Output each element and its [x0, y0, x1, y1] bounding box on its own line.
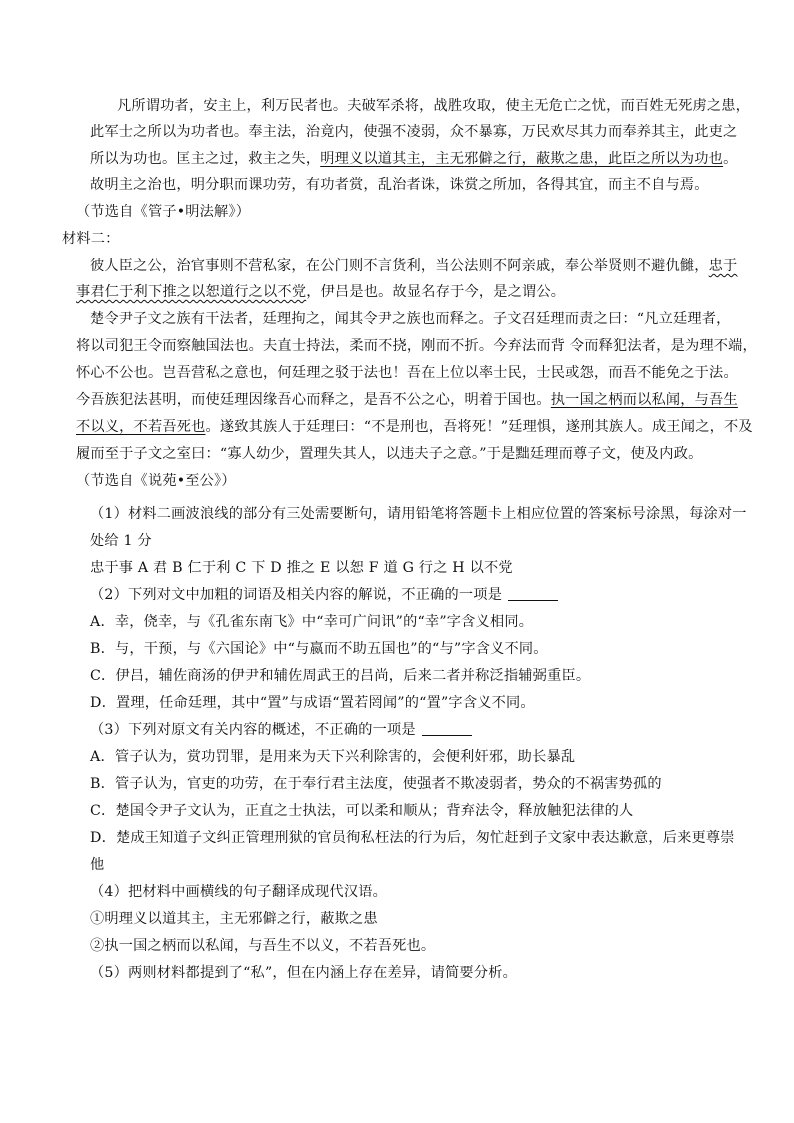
- m2-line-8: 履而至于子文之室曰：“寡人幼少，置理失其人，以违夫子之意。”于是黜廷理而尊子文，使及内政。: [76, 446, 703, 462]
- wavy-segment-2: 事君仁于利下推之以恕道行之以不党: [76, 284, 307, 300]
- q2-option-c: C．伊吕，辅佐商汤的伊尹和辅佐周武王的吕尚，后来二者并称泛指辅弼重臣。: [90, 668, 591, 684]
- m1-line-3-end: 。: [723, 151, 738, 167]
- q2-stem-text: （2）下列对文中加粗的词语及相关内容的解说，不正确的一项是: [90, 587, 503, 603]
- underlined-sentence-1: 明理义以道其主，主无邪僻之行，蔽欺之患，此臣之所以为功也: [320, 151, 724, 167]
- underlined-sentence-2b: 不以义，不若吾死也: [76, 419, 206, 435]
- q3-option-b: B．管子认为，官吏的功劳，在于奉行君主法度，使强者不欺凌弱者，势众的不祸害势孤的: [90, 776, 662, 792]
- m2-title: 材料二：: [62, 231, 120, 247]
- q4-item-1: ①明理义以道其主，主无邪僻之行，蔽欺之患: [90, 911, 378, 927]
- m2-line-1: [90, 256, 737, 276]
- m1-line-2: 此军士之所以为功者也。奉主法，治竟内，使强不凌弱，众不暴寡，万民欢尽其力而奉养其主，此吏之: [90, 124, 738, 140]
- m2-line-7: [76, 417, 753, 437]
- q5-stem: （5）两则材料都提到了“私”，但在内涵上存在差异，请简要分析。: [90, 965, 517, 981]
- q4-item-2: ②执一国之柄而以私闻，与吾生不以义，不若吾死也。: [90, 938, 436, 954]
- m1-line-3-text: 所以为功也。匡主之过，救主之失，: [90, 151, 321, 167]
- m1-line-1: 凡所谓功者，安主上，利万民者也。夫破军杀将，战胜攻取，使主无危亡之忧，而百姓无死虏之患，: [117, 98, 751, 114]
- q1-options: 忠于事 A 君 B 仁于利 C 下 D 推之 E 以恕 F 道 G 行之 H 以不党: [90, 560, 513, 576]
- answer-blank: [422, 721, 472, 736]
- m2-source: （节选自《说苑•至公》）: [76, 473, 236, 489]
- m2-line-6: [76, 390, 738, 410]
- q3-option-c: C．楚国令尹子文认为，正直之士执法，可以柔和顺从；背弃法令，释放触犯法律的人: [90, 803, 634, 819]
- m2-line-1-text: 彼人臣之公，治官事则不营私家，在公门则不言货利，当公法则不阿亲戚，奉公举贤则不避仇雠，: [90, 258, 709, 274]
- q3-stem-text: （3）下列对原文有关内容的概述，不正确的一项是: [90, 722, 416, 738]
- q3-stem: [90, 720, 472, 740]
- q2-option-a: A．幸，侥幸，与《孔雀东南飞》中“幸可广问讯”的“幸”字含义相同。: [90, 614, 534, 630]
- m1-line-3: [90, 149, 737, 169]
- q1-stem-line-1: （1）材料二画波浪线的部分有三处需要断句，请用铅笔将答题卡上相应位置的答案标号涂黑，每涂对一: [90, 506, 747, 522]
- m2-line-2-text: ，伊吕是也。故显名存于今，是之谓公。: [306, 284, 566, 300]
- m2-line-3: 楚令尹子文之族有干法者，廷理拘之，闻其令尹之族也而释之。子文召廷理而责之曰：“凡立廷理者，: [90, 311, 731, 327]
- q3-option-d-line-2: 他: [90, 857, 105, 873]
- wavy-segment-1: 忠于: [708, 258, 738, 274]
- m2-line-5: 怀心不公也。岂吾营私之意也，何廷理之驳于法也！吾在上位以率士民，士民或怨，而吾不能免之于法。: [76, 365, 738, 381]
- q4-stem: （4）把材料中画横线的句子翻译成现代汉语。: [90, 884, 387, 900]
- m2-line-2: [76, 282, 565, 302]
- q2-option-b: B．与，干预，与《六国论》中“与嬴而不助五国也”的“与”字含义不同。: [90, 641, 548, 657]
- answer-blank: [508, 586, 558, 601]
- q1-stem-line-2: 处给 1 分: [90, 533, 152, 549]
- underlined-sentence-2a: 执一国之柄而以私闻，与吾生: [550, 392, 738, 408]
- q2-stem: [90, 585, 558, 605]
- m1-line-4: 故明主之治也，明分职而课功劳，有功者赏，乱治者诛，诛赏之所加，各得其宜，而主不自与焉。: [90, 177, 709, 193]
- q2-option-d: D．置理，任命廷理，其中“置”与成语“置若罔闻”的“置”字含义不同。: [90, 695, 535, 711]
- q3-option-d-line-1: D．楚成王知道子文纠正管理刑狱的官员徇私枉法的行为后，匆忙赶到子文家中表达歉意，后来更尊崇: [90, 830, 735, 846]
- m2-line-6-text: 今吾族犯法甚明，而使廷理因缘吾心而释之，是吾不公之心，明着于国也。: [76, 392, 551, 408]
- q3-option-a: A．管子认为，赏功罚罪，是用来为天下兴利除害的，会便利奸邪，助长暴乱: [90, 749, 576, 765]
- m2-line-4: 将以司犯王令而察触国法也。夫直士持法，柔而不挠，刚而不折。今弃法而背 令而释犯法者，是为理不端，: [76, 338, 757, 354]
- m1-source: （节选自《管子•明法解》）: [76, 204, 251, 220]
- m2-line-7-text: 。遂致其族人于廷理曰：“不是刑也，吾将死！”廷理惧，遂刑其族人。成王闻之，不及: [205, 419, 753, 435]
